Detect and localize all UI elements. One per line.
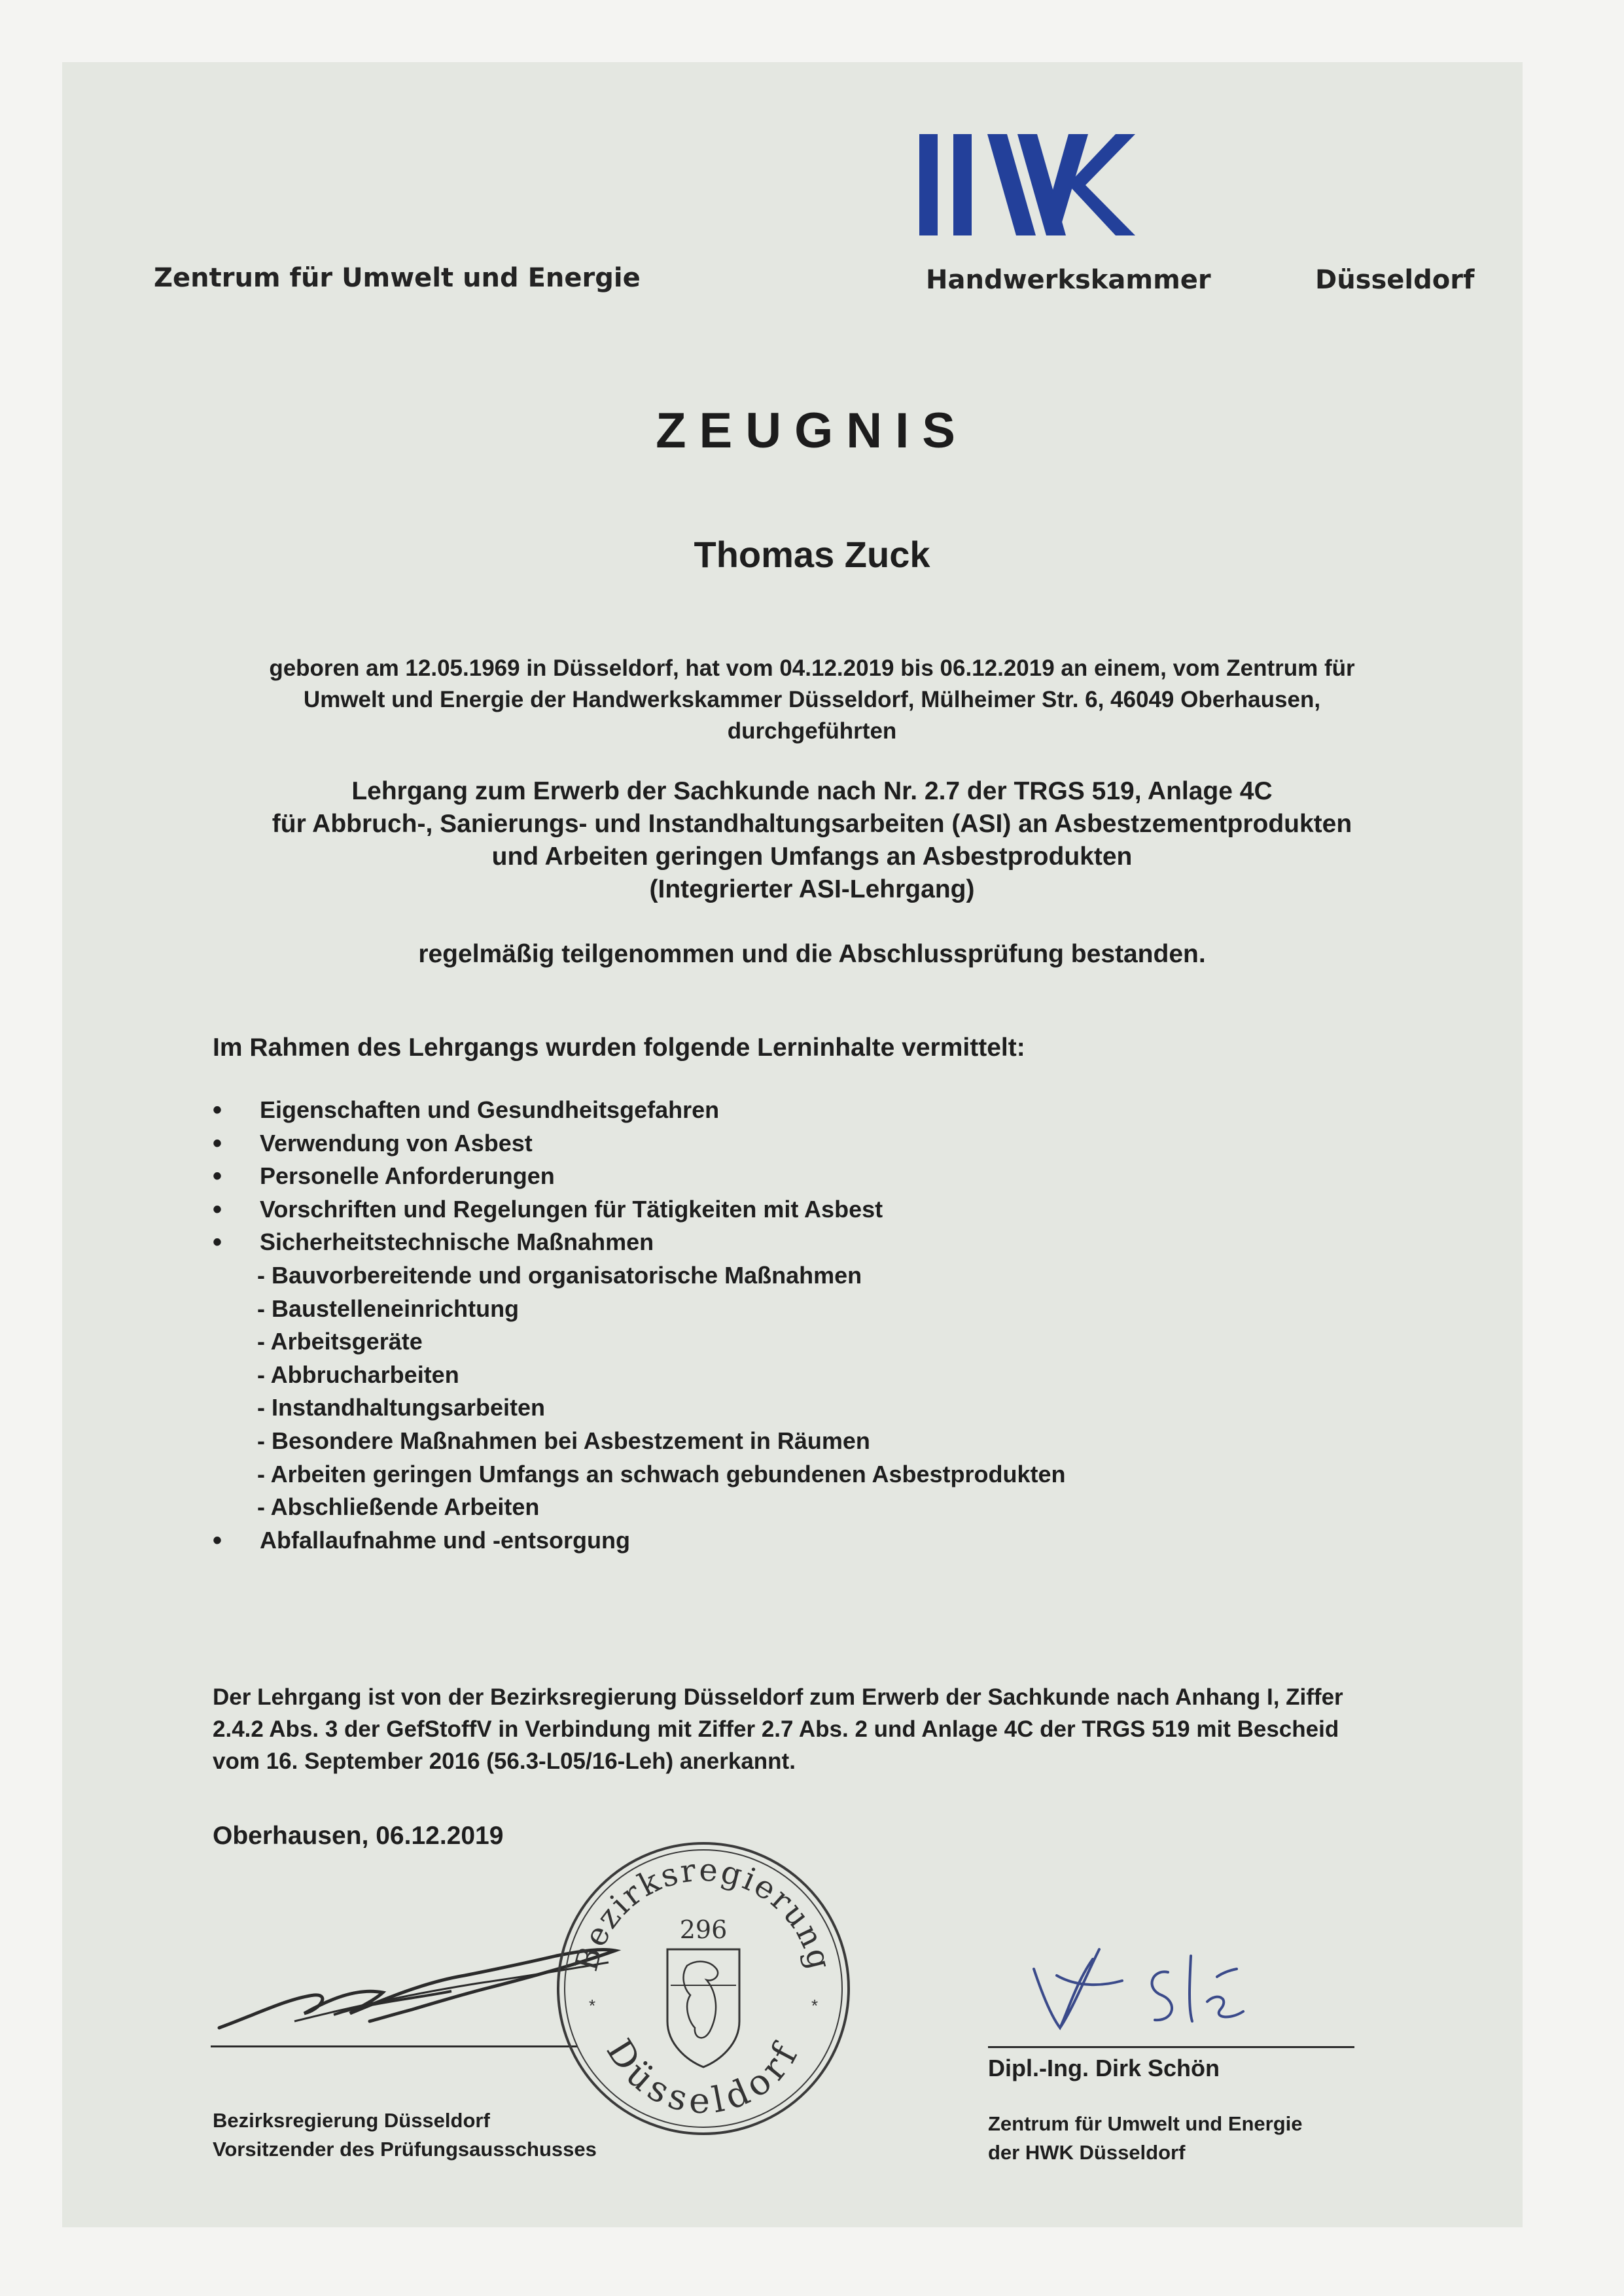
caption-line: Vorsitzender des Prüfungsausschusses <box>213 2138 597 2161</box>
list-item: • Sicherheitstechnische Maßnahmen <box>213 1226 1066 1259</box>
intro-line: Umwelt und Energie der Handwerkskammer Düsseldorf, Mülheimer Str. 6, 46049 Oberhausen, <box>303 687 1321 712</box>
svg-text:*: * <box>811 1996 819 2015</box>
recognition-line: 2.4.2 Abs. 3 der GefStoffV in Verbindung mit Ziffer 2.7 Abs. 2 und Anlage 4C der TRGS 519 mit Bescheid <box>213 1716 1339 1742</box>
caption-line: der HWK Düsseldorf <box>988 2141 1186 2164</box>
svg-text:*: * <box>589 1996 596 2015</box>
place-date: Oberhausen, 06.12.2019 <box>213 1822 504 1850</box>
intro-line: geboren am 12.05.1969 in Düsseldorf, hat vom 04.12.2019 bis 06.12.2019 an einem, vom Zentrum für <box>269 655 1355 681</box>
signature-line-right <box>988 2046 1354 2048</box>
hwk-logo-icon <box>919 134 1161 239</box>
signature-left-caption <box>213 2106 597 2164</box>
intro-line: durchgeführten <box>727 718 897 744</box>
list-item: • Verwendung von Asbest <box>213 1127 1066 1160</box>
list-subitem: - Instandhaltungsarbeiten <box>257 1394 546 1421</box>
course-line: Lehrgang zum Erwerb der Sachkunde nach Nr. 2.7 der TRGS 519, Anlage 4C <box>351 777 1273 805</box>
list-subitem: - Abschließende Arbeiten <box>257 1493 540 1521</box>
list-item: • Vorschriften und Regelungen für Tätigkeiten mit Asbest <box>213 1193 1066 1226</box>
stamp-top-text: Bezirksregierung <box>568 1851 839 1975</box>
signatory-name: Dipl.-Ing. Dirk Schön <box>988 2055 1220 2081</box>
stamp-number: 296 <box>679 1915 728 1944</box>
course-line: und Arbeiten geringen Umfangs an Asbestprodukten <box>491 843 1133 871</box>
list-subitem: - Baustelleneinrichtung <box>257 1295 520 1322</box>
list-item: • Abfallaufnahme und -entsorgung <box>213 1524 1066 1557</box>
header-org: Handwerkskammer <box>926 265 1211 295</box>
list-subitem: - Abbrucharbeiten <box>257 1361 459 1388</box>
caption-line: Zentrum für Umwelt und Energie <box>988 2112 1303 2135</box>
list-item: • Personelle Anforderungen <box>213 1160 1066 1193</box>
topics-list <box>213 1094 1066 1557</box>
stamp-bottom-text: Düsseldorf <box>598 2032 808 2122</box>
list-subitem: - Bauvorbereitende und organisatorische Maßnahmen <box>257 1261 862 1289</box>
result-statement: regelmäßig teilgenommen und die Abschlussprüfung bestanden. <box>418 940 1206 968</box>
document-title: ZEUGNIS <box>656 403 968 459</box>
course-line: für Abbruch-, Sanierungs- und Instandhaltungsarbeiten (ASI) an Asbestzementprodukten <box>272 810 1352 838</box>
recognition-paragraph <box>213 1681 1489 1777</box>
topics-intro: Im Rahmen des Lehrgangs wurden folgende Lerninhalte vermittelt: <box>213 1034 1025 1062</box>
coat-of-arms-icon <box>667 1949 739 2067</box>
course-line: (Integrierter ASI-Lehrgang) <box>649 875 975 903</box>
signature-right-caption <box>988 2110 1303 2167</box>
course-description <box>170 775 1454 906</box>
header-city: Düsseldorf <box>1315 265 1475 295</box>
recognition-line: vom 16. September 2016 (56.3-L05/16-Leh) anerkannt. <box>213 1748 796 1774</box>
header-center-name: Zentrum für Umwelt und Energie <box>154 263 641 293</box>
recipient-name: Thomas Zuck <box>694 534 930 575</box>
list-subitem: - Besondere Maßnahmen bei Asbestzement in Räumen <box>257 1427 870 1454</box>
list-item: • Eigenschaften und Gesundheitsgefahren <box>213 1094 1066 1127</box>
signature-line-left <box>211 2045 577 2047</box>
intro-paragraph <box>170 653 1454 747</box>
list-subitem: - Arbeiten geringen Umfangs an schwach gebundenen Asbestprodukten <box>257 1460 1066 1487</box>
caption-line: Bezirksregierung Düsseldorf <box>213 2109 490 2132</box>
signature-right-icon <box>1021 1936 1322 2047</box>
recognition-line: Der Lehrgang ist von der Bezirksregierung Düsseldorf zum Erwerb der Sachkunde nach Anhang I, Ziffer <box>213 1684 1343 1710</box>
list-subitem: - Arbeitsgeräte <box>257 1328 423 1355</box>
official-stamp <box>550 1835 857 2142</box>
